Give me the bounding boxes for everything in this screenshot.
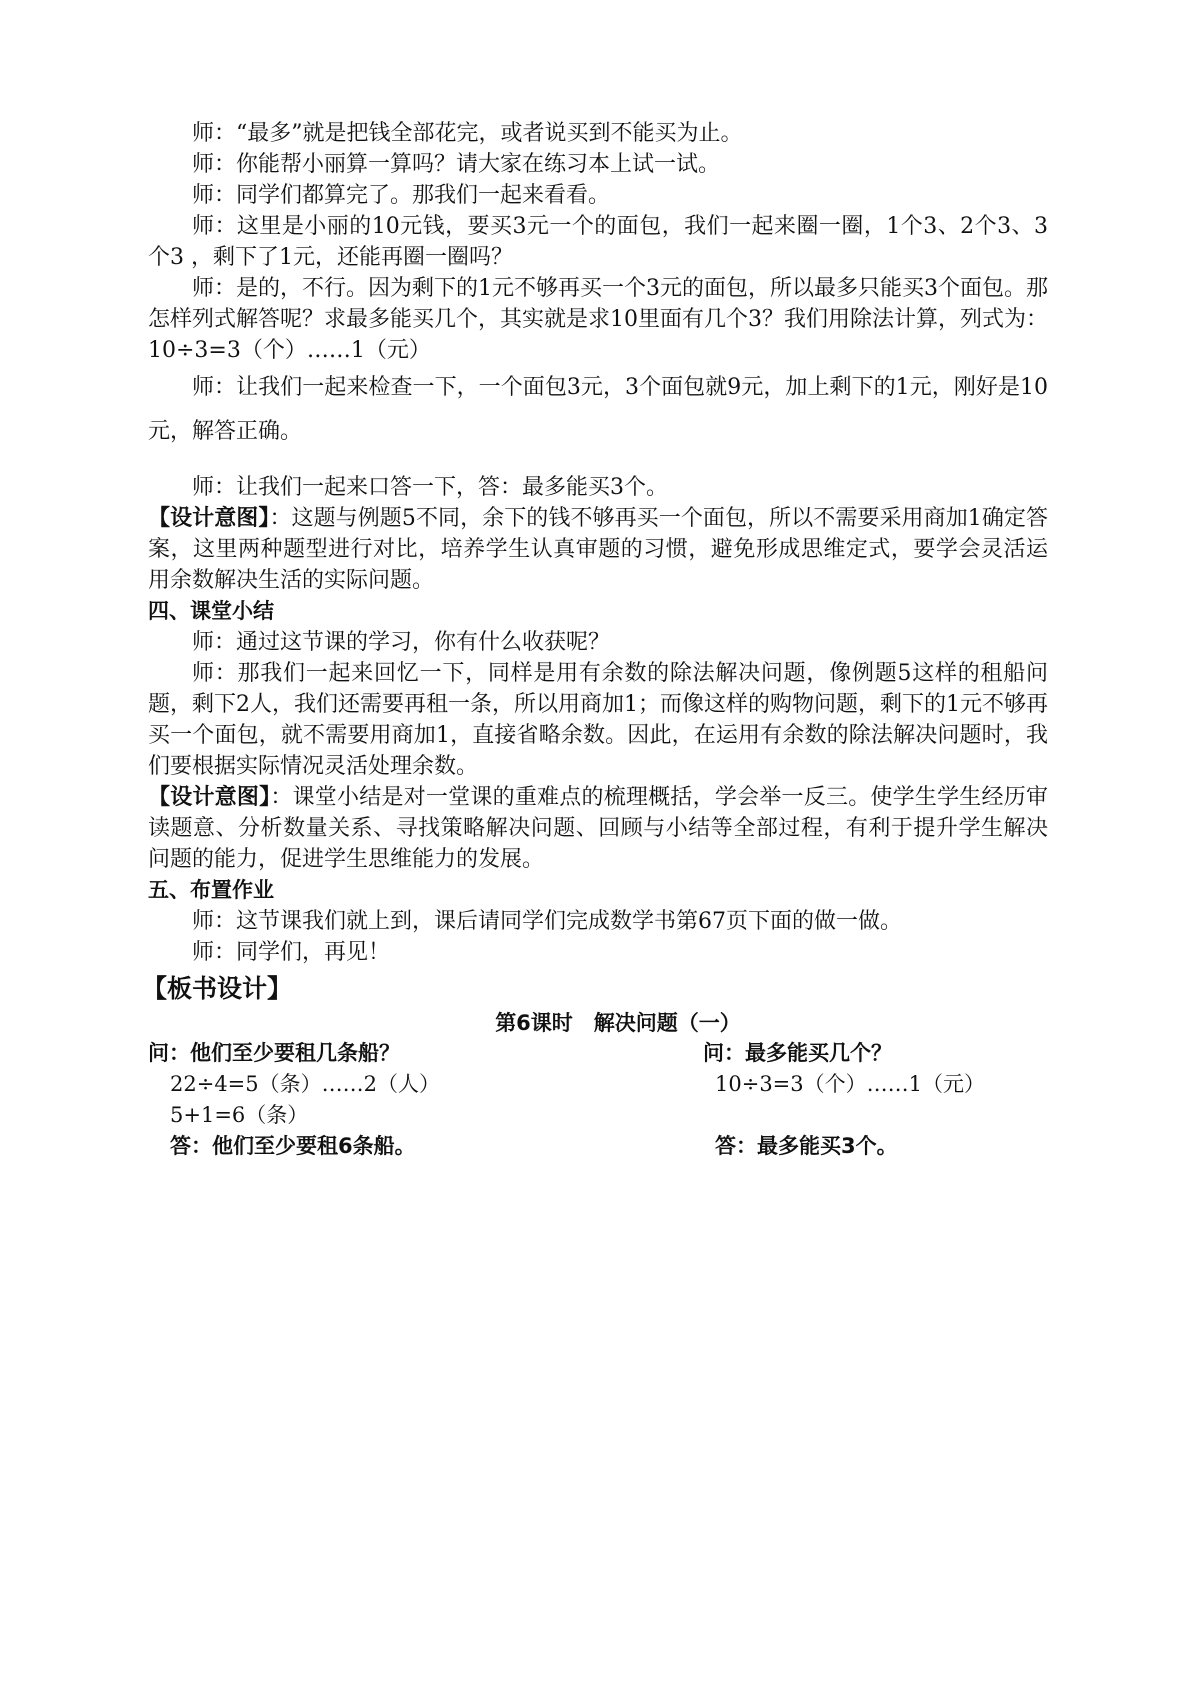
- design-intent-text: ：这题与例题5不同，余下的钱不够再买一个面包，所以不需要采用商加1确定答案，这里两种题型进行对比，培养学生认真审题的习惯，避免形成思维定式，要学会灵活运用余数解决生活的实际问题。: [148, 506, 1048, 593]
- board-left-question: 问：他们至少要租几条船？: [148, 1041, 400, 1065]
- document-page: [142, 118, 1048, 1168]
- board-left-equation-2: 5+1=6（条）: [170, 1103, 309, 1127]
- paragraph-summary-question: 师：通过这节课的学习，你有什么收获呢？: [192, 630, 611, 655]
- design-intent-label: 【设计意图】: [148, 785, 271, 810]
- paragraph-most-definition: 师：“最多”就是把钱全部花完，或者说买到不能买为止。: [192, 121, 743, 146]
- board-title: 第6课时 解决问题（一）: [495, 1011, 741, 1035]
- paragraph-oral-answer: 师：让我们一起来口答一下，答：最多能买3个。: [192, 475, 668, 500]
- paragraph-circle-money: 师：这里是小丽的10元钱，要买3元一个的面包，我们一起来圈一圈，1个3、2个3、3个3 ，剩下了1元，还能再圈一圈吗？: [148, 214, 1048, 270]
- paragraph-homework: 师：这节课我们就上到，课后请同学们完成数学书第67页下面的做一做。: [192, 909, 902, 934]
- section-heading-summary: 四、课堂小结: [148, 599, 274, 623]
- design-intent-2: [148, 782, 1048, 875]
- board-left-answer: 答：他们至少要租6条船。: [170, 1134, 416, 1158]
- board-right-spacer: [703, 1100, 1048, 1131]
- design-intent-1: [148, 503, 1048, 596]
- paragraph-check: 师：让我们一起来检查一下，一个面包3元，3个面包就9元，加上剩下的1元，刚好是10元，解答正确。: [148, 375, 1048, 444]
- board-design: [148, 1008, 1048, 1168]
- paragraph-goodbye: 师：同学们，再见！: [192, 940, 391, 965]
- board-left-column: [148, 1038, 618, 1162]
- board-left-equation-1: 22÷4=5（条）……2（人）: [170, 1072, 440, 1096]
- paragraph-summary-review: 师：那我们一起来回忆一下，同样是用有余数的除法解决问题，像例题5这样的租船问题，剩下2人，我们还需要再租一条，所以用商加1；而像这样的购物问题，剩下的1元不够再买一个面包，就不需要用商加1，直接省略余数。因此，在运用有余数的除法解决问题时，我们要根据实际情况灵活处理余数。: [148, 661, 1048, 779]
- board-right-question: 问：最多能买几个？: [703, 1041, 892, 1065]
- board-right-answer: 答：最多能买3个。: [715, 1134, 898, 1158]
- board-right-equation-1: 10÷3=3（个）……1（元）: [715, 1072, 985, 1096]
- paragraph-help-xiaoli: 师：你能帮小丽算一算吗？请大家在练习本上试一试。: [192, 152, 721, 177]
- paragraph-all-done: 师：同学们都算完了。那我们一起来看看。: [192, 183, 611, 208]
- section-heading-homework: 五、布置作业: [148, 878, 274, 902]
- design-intent-label: 【设计意图】: [148, 506, 270, 531]
- design-intent-text: ：课堂小结是对一堂课的重难点的梳理概括，学会举一反三。使学生学生经历审读题意、分析数量关系、寻找策略解决问题、回顾与小结等全部过程，有利于提升学生解决问题的能力，促进学生思维能力的发展。: [148, 785, 1048, 872]
- board-right-column: [703, 1038, 1048, 1162]
- board-design-heading: 【板书设计】: [142, 974, 293, 1003]
- paragraph-equation: 师：是的，不行。因为剩下的1元不够再买一个3元的面包，所以最多只能买3个面包。那怎样列式解答呢？求最多能买几个，其实就是求10里面有几个3？我们用除法计算，列式为：10÷3=3（个）……1（元）: [148, 276, 1048, 363]
